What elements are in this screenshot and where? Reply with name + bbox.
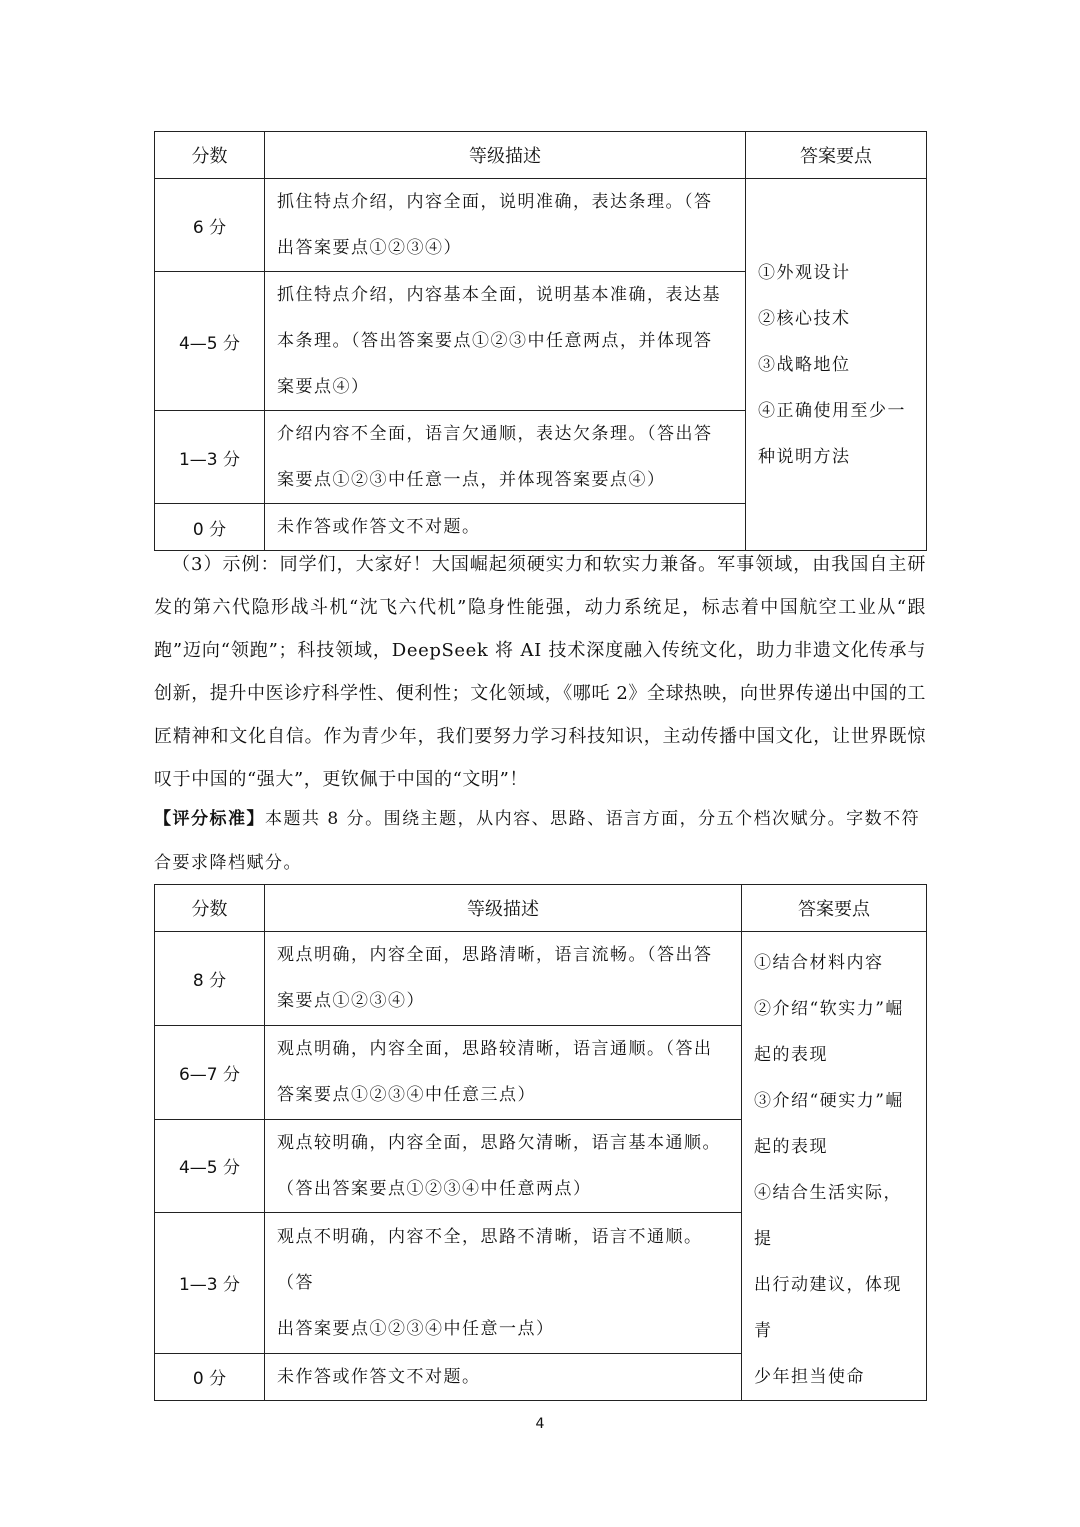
answer-point: ③战略地位 bbox=[758, 354, 851, 375]
score-cell: 0 分 bbox=[155, 504, 265, 551]
answer-points-cell bbox=[746, 179, 927, 551]
table-header-row bbox=[155, 132, 927, 179]
table-header-row bbox=[155, 885, 927, 932]
grading-table-2 bbox=[154, 884, 927, 1401]
description-line: 出答案要点①②③④中任意一点） bbox=[277, 1318, 555, 1339]
description-line: 案要点④） bbox=[277, 377, 370, 397]
description-line: 未作答或作答文不对题。 bbox=[277, 517, 481, 537]
description-line: 本条理。（答出答案要点①②③中任意两点，并体现答 bbox=[277, 331, 713, 351]
header-points: 答案要点 bbox=[742, 885, 927, 932]
score-cell: 8 分 bbox=[155, 932, 265, 1026]
grading-table-1 bbox=[154, 131, 927, 551]
description-line: 抓住特点介绍，内容基本全面，说明基本准确，表达基 bbox=[277, 285, 721, 305]
score-cell: 0 分 bbox=[155, 1353, 265, 1400]
description-cell bbox=[265, 1353, 742, 1400]
answer-points-cell bbox=[742, 932, 927, 1401]
answer-point: 出行动建议，体现青 bbox=[754, 1275, 902, 1341]
score-cell: 6 分 bbox=[155, 179, 265, 272]
description-line: （答出答案要点①②③④中任意两点） bbox=[277, 1178, 592, 1199]
description-line: 出答案要点①②③④） bbox=[277, 238, 462, 258]
description-cell bbox=[265, 1025, 742, 1119]
answer-point: 少年担当使命 bbox=[754, 1367, 865, 1387]
header-points: 答案要点 bbox=[746, 132, 927, 179]
description-line: 观点较明确，内容全面，思路欠清晰，语言基本通顺。 bbox=[277, 1132, 721, 1153]
description-line: 抓住特点介绍，内容全面，说明准确，表达条理。（答 bbox=[277, 192, 713, 212]
header-description: 等级描述 bbox=[265, 885, 742, 932]
description-cell bbox=[265, 272, 746, 411]
description-cell bbox=[265, 932, 742, 1026]
example-answer bbox=[154, 543, 926, 801]
description-cell bbox=[265, 1213, 742, 1353]
table-row bbox=[155, 179, 927, 272]
answer-point: ③介绍“硬实力”崛 bbox=[754, 1091, 904, 1111]
answer-point: ①外观设计 bbox=[758, 262, 851, 283]
score-cell: 1—3 分 bbox=[155, 411, 265, 504]
description-line: 观点明确，内容全面，思路较清晰，语言通顺。（答出 bbox=[277, 1039, 713, 1060]
answer-point: 种说明方法 bbox=[758, 446, 851, 467]
description-line: 观点明确，内容全面，思路清晰，语言流畅。（答出答 bbox=[277, 945, 713, 966]
score-cell: 4—5 分 bbox=[155, 1119, 265, 1213]
answer-point: 起的表现 bbox=[754, 1137, 828, 1157]
answer-point: ④结合生活实际，提 bbox=[754, 1183, 902, 1249]
answer-point: ②介绍“软实力”崛 bbox=[754, 999, 904, 1019]
score-cell: 1—3 分 bbox=[155, 1213, 265, 1353]
example-text: （3）示例：同学们，大家好！大国崛起须硬实力和软实力兼备。军事领域，由我国自主研发的第六代隐形战斗机“沈飞六代机”隐身性能强，动力系统足，标志着中国航空工业从“跟跑”迈向“领跑”；科技领域，DeepSeek 将 AI 技术深度融入传统文化，助力非遗文化传承与创新，提升中医诊疗科学性、便利性；文化领域，《哪吒 2》全球热映，向世界传递出中国的工匠精神和文化自信。作为青少年，我们要努力学习科技知识，主动传播中国文化，让世界既惊叹于中国的“强大”，更钦佩于中国的“文明”！ bbox=[154, 554, 926, 790]
answer-point: 起的表现 bbox=[754, 1045, 828, 1065]
description-cell bbox=[265, 1119, 742, 1213]
scoring-standard-text: 本题共 8 分。围绕主题，从内容、思路、语言方面，分五个档次赋分。字数不符合要求降档赋分。 bbox=[154, 809, 921, 873]
answer-point: ①结合材料内容 bbox=[754, 953, 884, 973]
page-number: 4 bbox=[535, 1416, 545, 1432]
header-description: 等级描述 bbox=[265, 132, 746, 179]
description-line: 未作答或作答文不对题。 bbox=[277, 1366, 481, 1387]
description-cell bbox=[265, 411, 746, 504]
header-score: 分数 bbox=[155, 885, 265, 932]
answer-point: ④正确使用至少一 bbox=[758, 400, 906, 421]
description-line: 观点不明确，内容不全，思路不清晰，语言不通顺。（答 bbox=[277, 1226, 703, 1293]
description-cell bbox=[265, 179, 746, 272]
description-line: 介绍内容不全面，语言欠通顺，表达欠条理。（答出答 bbox=[277, 424, 713, 444]
header-score: 分数 bbox=[155, 132, 265, 179]
answer-point: ②核心技术 bbox=[758, 308, 851, 329]
description-line: 答案要点①②③④中任意三点） bbox=[277, 1085, 536, 1106]
description-line: 案要点①②③中任意一点，并体现答案要点④） bbox=[277, 470, 666, 490]
scoring-standard bbox=[154, 797, 926, 885]
description-line: 案要点①②③④） bbox=[277, 991, 425, 1012]
table-row bbox=[155, 932, 927, 1026]
scoring-standard-label: 【评分标准】 bbox=[154, 809, 265, 829]
score-cell: 6—7 分 bbox=[155, 1025, 265, 1119]
score-cell: 4—5 分 bbox=[155, 272, 265, 411]
